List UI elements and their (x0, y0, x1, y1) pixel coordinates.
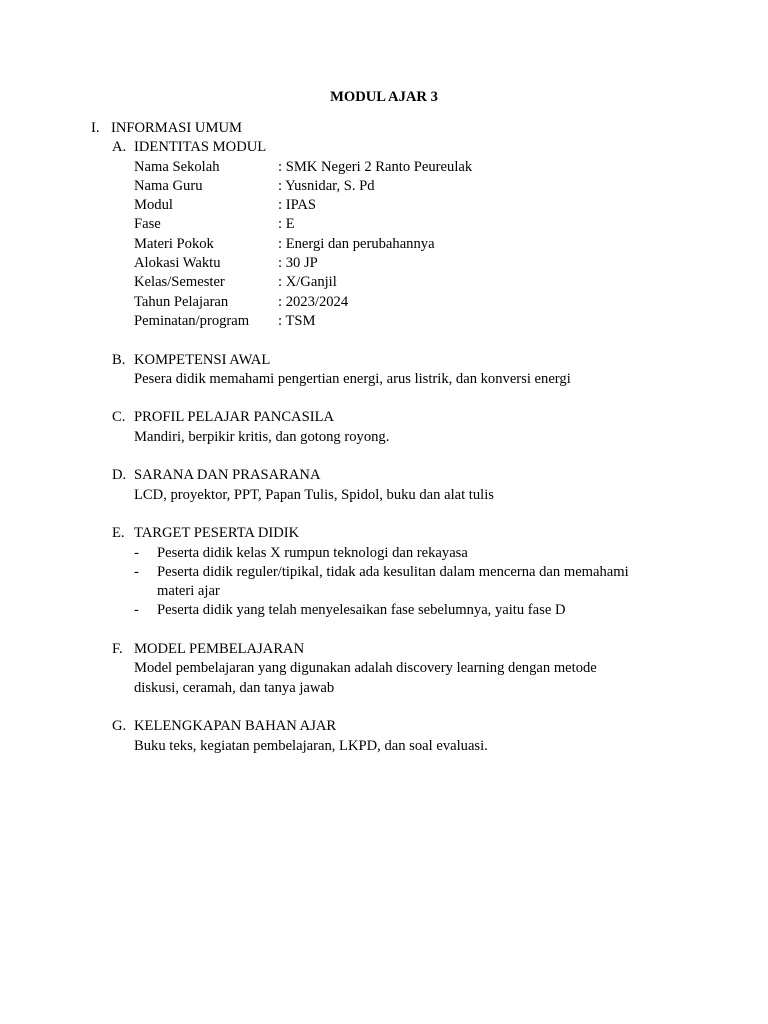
paragraph-text: Mandiri, berpikir kritis, dan gotong royong. (134, 428, 390, 445)
spacer (0, 621, 768, 640)
identity-label: Modul (134, 197, 173, 214)
dash-bullet: - (134, 602, 139, 619)
target-list-item (0, 563, 768, 582)
identity-row-materi-pokok (0, 235, 768, 254)
kompetensi-paragraph (0, 370, 768, 389)
paragraph-text: Pesera didik memahami pengertian energi, arus listrik, dan konversi energi (134, 370, 571, 387)
kelengkapan-paragraph (0, 737, 768, 756)
subsection-target-heading (0, 524, 768, 543)
identity-row-peminatan (0, 312, 768, 331)
spacer (0, 505, 768, 524)
sarana-paragraph (0, 486, 768, 505)
subsection-letter: C. (112, 409, 126, 426)
subsection-kelengkapan-heading (0, 717, 768, 736)
subsection-heading: KELENGKAPAN BAHAN AJAR (134, 718, 337, 735)
paragraph-text: diskusi, ceramah, dan tanya jawab (134, 679, 335, 696)
identity-row-modul (0, 196, 768, 215)
subsection-heading: MODEL PEMBELAJARAN (134, 641, 305, 658)
subsection-sarana-heading (0, 466, 768, 485)
identity-value: : TSM (278, 312, 316, 329)
identity-value: : 30 JP (278, 255, 318, 272)
target-list-item (0, 601, 768, 620)
document-body (0, 119, 768, 756)
subsection-letter: G. (112, 718, 127, 735)
section-heading: INFORMASI UMUM (111, 120, 242, 136)
subsection-kompetensi-heading (0, 351, 768, 370)
target-list-item (0, 544, 768, 563)
spacer (0, 389, 768, 408)
identity-value: : 2023/2024 (278, 293, 349, 310)
identity-row-nama-guru (0, 177, 768, 196)
identity-row-alokasi-waktu (0, 254, 768, 273)
list-item-text: Peserta didik kelas X rumpun teknologi dan rekayasa (157, 544, 468, 561)
identity-value: : X/Ganjil (278, 274, 337, 291)
list-item-text: Peserta didik reguler/tipikal, tidak ada kesulitan dalam mencerna dan memahami (157, 563, 629, 580)
identity-row-fase (0, 215, 768, 234)
model-paragraph-line (0, 659, 768, 678)
profil-paragraph (0, 428, 768, 447)
list-item-text: Peserta didik yang telah menyelesaikan fase sebelumnya, yaitu fase D (157, 602, 566, 619)
section-number: I. (91, 120, 100, 136)
identity-value: : Energi dan perubahannya (278, 235, 435, 252)
dash-bullet: - (134, 563, 139, 580)
spacer (0, 447, 768, 466)
subsection-identitas-heading (0, 138, 768, 157)
identity-label: Fase (134, 216, 161, 233)
identity-label: Materi Pokok (134, 235, 214, 252)
target-list-item-continuation (0, 582, 768, 601)
subsection-heading: PROFIL PELAJAR PANCASILA (134, 409, 335, 426)
subsection-model-heading (0, 640, 768, 659)
subsection-letter: F. (112, 641, 123, 658)
subsection-letter: D. (112, 467, 127, 484)
subsection-heading: IDENTITAS MODUL (134, 139, 267, 156)
subsection-letter: B. (112, 351, 126, 368)
subsection-letter: E. (112, 525, 125, 542)
identity-value: : IPAS (278, 197, 316, 214)
list-item-text: materi ajar (157, 583, 220, 600)
identity-value: : Yusnidar, S. Pd (278, 177, 375, 194)
identity-row-kelas-semester (0, 273, 768, 292)
paragraph-text: LCD, proyektor, PPT, Papan Tulis, Spidol, buku dan alat tulis (134, 486, 494, 503)
subsection-heading: TARGET PESERTA DIDIK (134, 525, 300, 542)
subsection-heading: SARANA DAN PRASARANA (134, 467, 321, 484)
identity-label: Nama Guru (134, 177, 203, 194)
model-paragraph-line (0, 679, 768, 698)
spacer (0, 698, 768, 717)
identity-value: : SMK Negeri 2 Ranto Peureulak (278, 158, 473, 175)
identity-label: Alokasi Waktu (134, 255, 221, 272)
document-title: MODUL AJAR 3 (330, 89, 438, 105)
identity-row-nama-sekolah (0, 158, 768, 177)
subsection-profil-heading (0, 408, 768, 427)
dash-bullet: - (134, 544, 139, 561)
identity-value: : E (278, 216, 295, 233)
paragraph-text: Buku teks, kegiatan pembelajaran, LKPD, dan soal evaluasi. (134, 737, 488, 754)
section-informasi-umum (0, 119, 768, 138)
identity-label: Tahun Pelajaran (134, 293, 229, 310)
identity-label: Kelas/Semester (134, 274, 225, 291)
spacer (0, 331, 768, 350)
identity-label: Nama Sekolah (134, 158, 220, 175)
identity-row-tahun-pelajaran (0, 293, 768, 312)
subsection-heading: KOMPETENSI AWAL (134, 351, 271, 368)
subsection-letter: A. (112, 139, 127, 156)
identity-label: Peminatan/program (134, 312, 250, 329)
paragraph-text: Model pembelajaran yang digunakan adalah discovery learning dengan metode (134, 660, 597, 677)
